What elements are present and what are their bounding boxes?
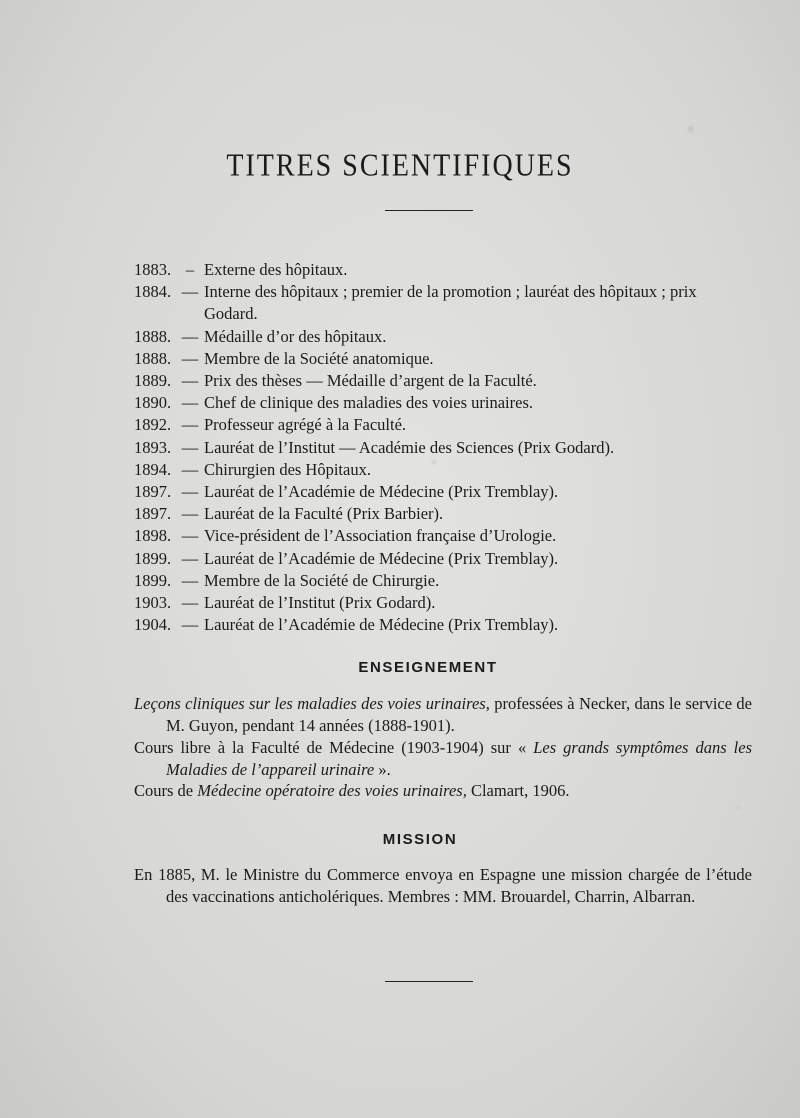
paragraph-text: Cours libre à la Faculté de Médecine (1903-1904) sur « — [134, 738, 534, 757]
entry-dash: — — [181, 348, 199, 368]
entry-dash: — — [181, 437, 199, 457]
entry-year: 1889. — [134, 371, 172, 391]
title-divider — [385, 210, 473, 211]
entry-year: 1903. — [134, 593, 172, 613]
entry-dash: — — [181, 482, 199, 502]
title-entry — [134, 437, 734, 459]
title-entry — [134, 592, 734, 614]
entry-year: 1892. — [134, 415, 172, 435]
entry-year: 1893. — [134, 437, 172, 457]
entry-year: 1890. — [134, 393, 172, 413]
entry-dash: — — [181, 415, 199, 435]
entry-text: Lauréat de l’Institut — Académie des Sciences (Prix Godard). — [204, 437, 615, 457]
end-divider — [385, 981, 473, 982]
title-entry — [134, 392, 734, 414]
entry-year: 1899. — [134, 570, 172, 590]
course-title-italic: Médecine opératoire des voies urinaires, — [197, 781, 467, 800]
entry-dash: — — [181, 459, 199, 479]
entry-text: Externe des hôpitaux. — [204, 260, 348, 279]
entry-text: Lauréat de l’Académie de Médecine (Prix Tremblay). — [204, 548, 559, 568]
entry-text: Lauréat de la Faculté (Prix Barbier). — [204, 504, 444, 524]
paper-speck — [737, 806, 740, 809]
entry-text: Chef de clinique des maladies des voies urinaires. — [204, 393, 533, 413]
entry-year: 1883. — [134, 260, 172, 279]
section-heading-mission: MISSION — [382, 831, 458, 848]
entry-text: Médaille d’or des hôpitaux. — [204, 326, 387, 346]
title-entry — [134, 614, 734, 636]
entry-dash: — — [181, 548, 199, 568]
entry-year: 1904. — [134, 615, 172, 635]
title-entry — [134, 548, 734, 570]
paper-speck — [432, 460, 436, 464]
entry-dash: — — [181, 593, 199, 613]
enseignement-paragraph-2 — [134, 737, 752, 781]
entry-dash: — — [181, 371, 199, 391]
paragraph-text: Clamart, 1906. — [466, 781, 570, 800]
page-title: TITRES SCIENTIFIQUES — [226, 148, 574, 184]
entry-year: 1884. — [134, 282, 172, 302]
title-entry — [134, 414, 734, 436]
entry-dash: — — [181, 393, 199, 413]
entry-text: Vice-président de l’Association française d’Urologie. — [204, 526, 557, 546]
entry-dash: — — [181, 504, 199, 524]
entry-text: Lauréat de l’Académie de Médecine (Prix Tremblay). — [204, 615, 559, 635]
entry-text: Chirurgien des Hôpitaux. — [204, 459, 371, 479]
entry-text: Prix des thèses — Médaille d’argent de la Faculté. — [204, 371, 537, 391]
entry-year: 1897. — [134, 504, 172, 524]
entry-dash: — — [181, 526, 199, 546]
title-entry — [134, 570, 734, 592]
title-entry — [134, 370, 734, 392]
entry-year: 1894. — [134, 459, 172, 479]
title-entry — [134, 503, 734, 525]
paper-speck — [688, 126, 694, 132]
paragraph-text: professées à Necker, dans le service de M. Guyon, pendant 14 années (1888-1901). — [166, 694, 753, 736]
section-heading-enseignement: ENSEIGNEMENT — [358, 659, 498, 676]
paragraph-text: Cours de — [134, 781, 198, 800]
entry-text: Membre de la Société anatomique. — [204, 348, 434, 368]
enseignement-paragraph-3 — [134, 780, 752, 802]
entry-year: 1888. — [134, 348, 172, 368]
mission-paragraph: En 1885, M. le Ministre du Commerce envoya en Espagne une mission chargée de l’étude des vaccinations anticholériques. Membres : MM. Brouardel, Charrin, Albarran. — [134, 865, 752, 907]
title-entry — [134, 326, 734, 348]
entry-dash: — — [181, 326, 199, 346]
course-title-italic: Les grands symptômes dans les Maladies de l’appareil urinaire — [166, 738, 753, 780]
entry-dash: — — [181, 615, 199, 635]
paragraph-text: ». — [374, 760, 391, 780]
entry-dash: — — [181, 282, 199, 302]
entry-year: 1888. — [134, 326, 172, 346]
title-entry — [134, 259, 734, 281]
entry-text: Professeur agrégé à la Faculté. — [204, 415, 407, 435]
entry-text: Interne des hôpitaux ; premier de la promotion ; lauréat des hôpitaux ; prix Godard. — [204, 282, 697, 324]
title-entry — [134, 481, 734, 503]
entry-year: 1899. — [134, 548, 172, 568]
entry-text: Lauréat de l’Institut (Prix Godard). — [204, 593, 436, 613]
course-title-italic: Leçons cliniques sur les maladies des voies urinaires, — [134, 694, 490, 713]
entry-text: Membre de la Société de Chirurgie. — [204, 570, 440, 590]
entry-year: 1897. — [134, 482, 172, 502]
titles-list — [134, 259, 734, 636]
title-entry — [134, 281, 734, 325]
entry-text: Lauréat de l’Académie de Médecine (Prix Tremblay). — [204, 482, 559, 502]
entry-dash: — — [181, 570, 199, 590]
entry-year: 1898. — [134, 526, 172, 546]
entry-dash: – — [185, 260, 195, 279]
title-entry — [134, 348, 734, 370]
title-entry — [134, 525, 734, 547]
enseignement-paragraph-1 — [134, 693, 752, 737]
